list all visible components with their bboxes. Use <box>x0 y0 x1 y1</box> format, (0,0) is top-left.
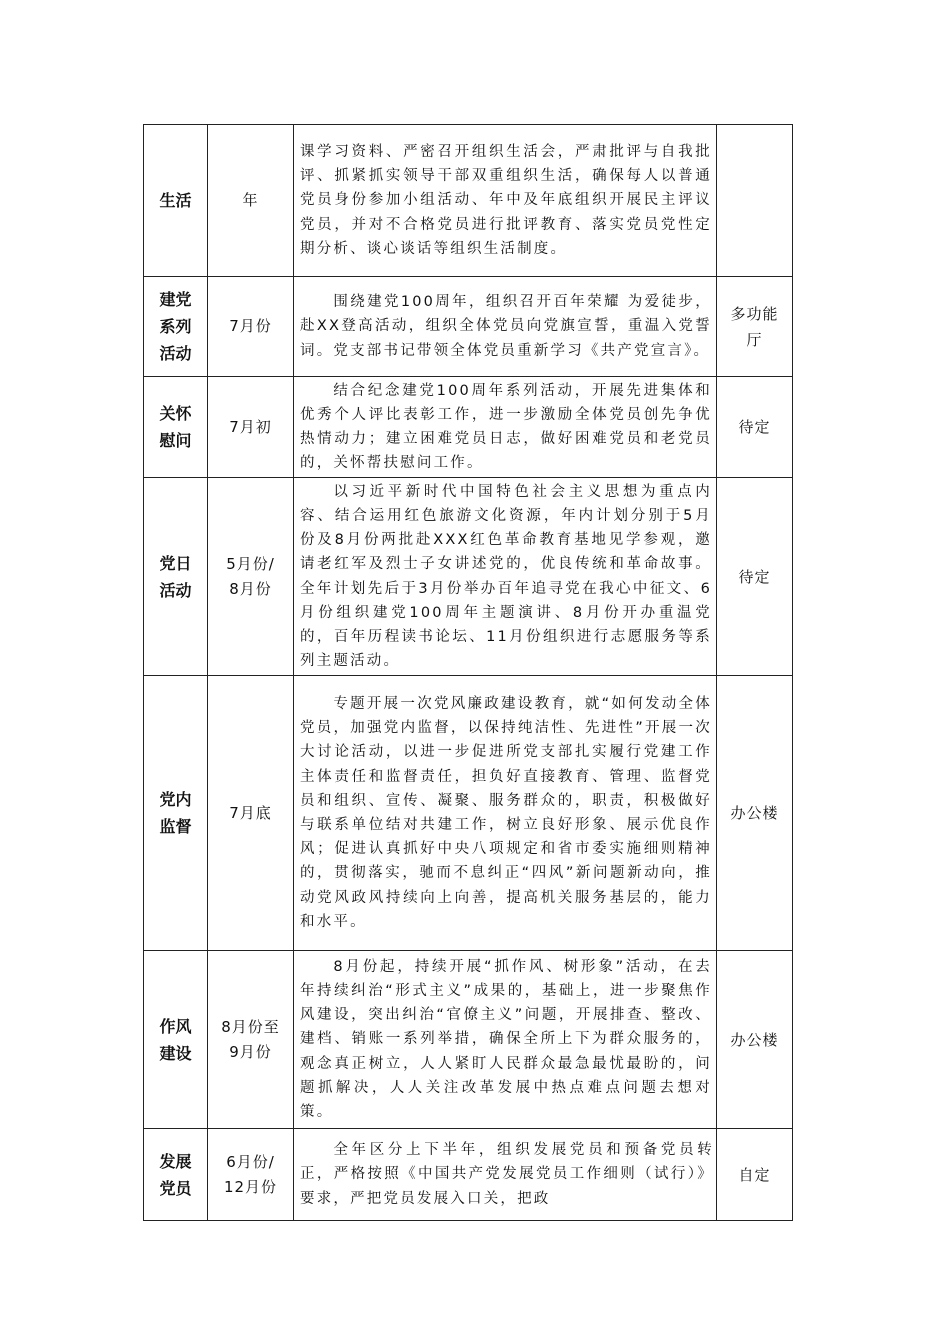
time-cell <box>208 478 294 676</box>
item-label: 作风 <box>159 1016 192 1036</box>
content-text: 全年区分上下半年，组织发展党员和预备党员转正，严格按照《中国共产党发展党员工作细则（试行）》要求，严把党员发展入口关，把政 <box>300 1142 714 1207</box>
item-cell <box>144 1129 208 1221</box>
place-label: 办公楼 <box>730 1030 779 1049</box>
table-row <box>144 377 793 478</box>
place-cell <box>717 277 793 377</box>
content-cell <box>294 1129 717 1221</box>
content-cell <box>294 277 717 377</box>
item-cell <box>144 125 208 277</box>
item-label: 党员 <box>159 1178 192 1198</box>
item-cell <box>144 676 208 951</box>
time-label: 年 <box>242 191 259 209</box>
content-text: 8月份起，持续开展“抓作风、树形象”活动，在去年持续纠治“形式主义”成果的，基础上，进一步聚焦作风建设，突出纠治“官僚主义”问题，开展排查、整改、建档、销账一系列举措，确保全所上下为群众服务的，观念真正树立，人人紧盯人民群众最急最忧最盼的，问题抓解决，人人关注改革发展中热点难点问题去想对策。 <box>300 958 712 1120</box>
item-cell <box>144 951 208 1129</box>
content-cell <box>294 951 717 1129</box>
content-text: 以习近平新时代中国特色社会主义思想为重点内容、结合运用红色旅游文化资源，年内计划分别于5月份及8月份两批赴XXX红色革命教育基地见学参观，邀请老红军及烈士子女讲述党的，优良传统和革命故事。全年计划先后于3月份举办百年追寻党在我心中征文、6月份组织建党100周年主题演讲、8月份开办重温党的，百年历程读书论坛、11月份组织进行志愿服务等系列主题活动。 <box>300 483 712 670</box>
time-label: 9月份 <box>229 1042 272 1061</box>
table-row <box>144 951 793 1129</box>
place-cell <box>717 1129 793 1221</box>
place-cell <box>717 125 793 277</box>
time-label: 8月份至 <box>221 1017 280 1036</box>
item-cell <box>144 277 208 377</box>
time-label: 7月份 <box>229 317 272 335</box>
item-cell <box>144 377 208 478</box>
time-cell <box>208 1129 294 1221</box>
place-label: 待定 <box>738 418 771 436</box>
item-label: 活动 <box>159 580 192 600</box>
item-label: 发展 <box>159 1151 192 1171</box>
content-text: 课学习资料、严密召开组织生活会，严肃批评与自我批评、抓紧抓实领导干部双重组织生活，确保每人以普通党员身份参加小组活动、年中及年底组织开展民主评议党员，并对不合格党员进行批评教育、落实党员党性定期分析、谈心谈话等组织生活制度。 <box>300 143 712 257</box>
table-row <box>144 1129 793 1221</box>
item-label: 活动 <box>159 344 192 363</box>
content-text: 专题开展一次党风廉政建设教育，就“如何发动全体党员，加强党内监督，以保持纯洁性、先进性”开展一次大讨论活动，以进一步促进所党支部扎实履行党建工作主体责任和监督责任，担负好直接教育、管理、监督党员和组织、宣传、凝聚、服务群众的，职责，积极做好与联系单位结对共建工作，树立良好形象、展示优良作风；促进认真抓好中央八项规定和省市委实施细则精神的，贯彻落实，驰而不息纠正“四风”新问题新动向，推动党风政风持续向上向善，提高机关服务基层的，能力和水平。 <box>300 695 712 930</box>
place-label: 多功能 <box>730 304 779 323</box>
item-label: 系列 <box>159 317 192 336</box>
item-label: 监督 <box>159 817 192 836</box>
time-label: 6月份/ <box>226 1152 275 1171</box>
item-label: 党内 <box>159 790 192 809</box>
item-label: 关怀 <box>159 404 192 423</box>
content-cell <box>294 125 717 277</box>
item-label: 慰问 <box>159 431 192 450</box>
content-cell <box>294 377 717 478</box>
time-cell <box>208 676 294 951</box>
time-cell <box>208 277 294 377</box>
place-cell <box>717 478 793 676</box>
content-cell <box>294 676 717 951</box>
item-label: 建党 <box>159 290 192 309</box>
time-label: 5月份/ <box>226 554 275 573</box>
item-cell <box>144 478 208 676</box>
content-text: 结合纪念建党100周年系列活动，开展先进集体和优秀个人评比表彰工作，进一步激励全体党员创先争优热情动力；建立困难党员日志，做好困难党员和老党员的，关怀帮扶慰问工作。 <box>300 382 712 472</box>
time-label: 7月初 <box>229 417 272 436</box>
table-row <box>144 478 793 676</box>
place-label: 自定 <box>738 1165 771 1184</box>
table-row <box>144 676 793 951</box>
item-label: 党日 <box>159 553 192 573</box>
time-cell <box>208 125 294 277</box>
plan-table <box>143 124 793 1221</box>
time-cell <box>208 377 294 478</box>
place-cell <box>717 676 793 951</box>
item-label: 生活 <box>159 191 192 210</box>
time-label: 8月份 <box>229 579 272 598</box>
time-label: 12月份 <box>223 1177 278 1196</box>
content-cell <box>294 478 717 676</box>
place-label: 待定 <box>738 567 771 586</box>
table-row <box>144 277 793 377</box>
table-row <box>144 125 793 277</box>
place-cell <box>717 951 793 1129</box>
place-cell <box>717 377 793 478</box>
time-cell <box>208 951 294 1129</box>
place-label: 厅 <box>746 330 763 349</box>
item-label: 建设 <box>159 1043 192 1063</box>
place-label: 办公楼 <box>730 804 779 822</box>
time-label: 7月底 <box>229 803 272 822</box>
content-text: 围绕建党100周年，组织召开百年荣耀 为爱徒步，赴XX登高活动，组织全体党员向党旗宣誓，重温入党誓词。党支部书记带领全体党员重新学习《共产党宣言》。 <box>300 294 712 359</box>
